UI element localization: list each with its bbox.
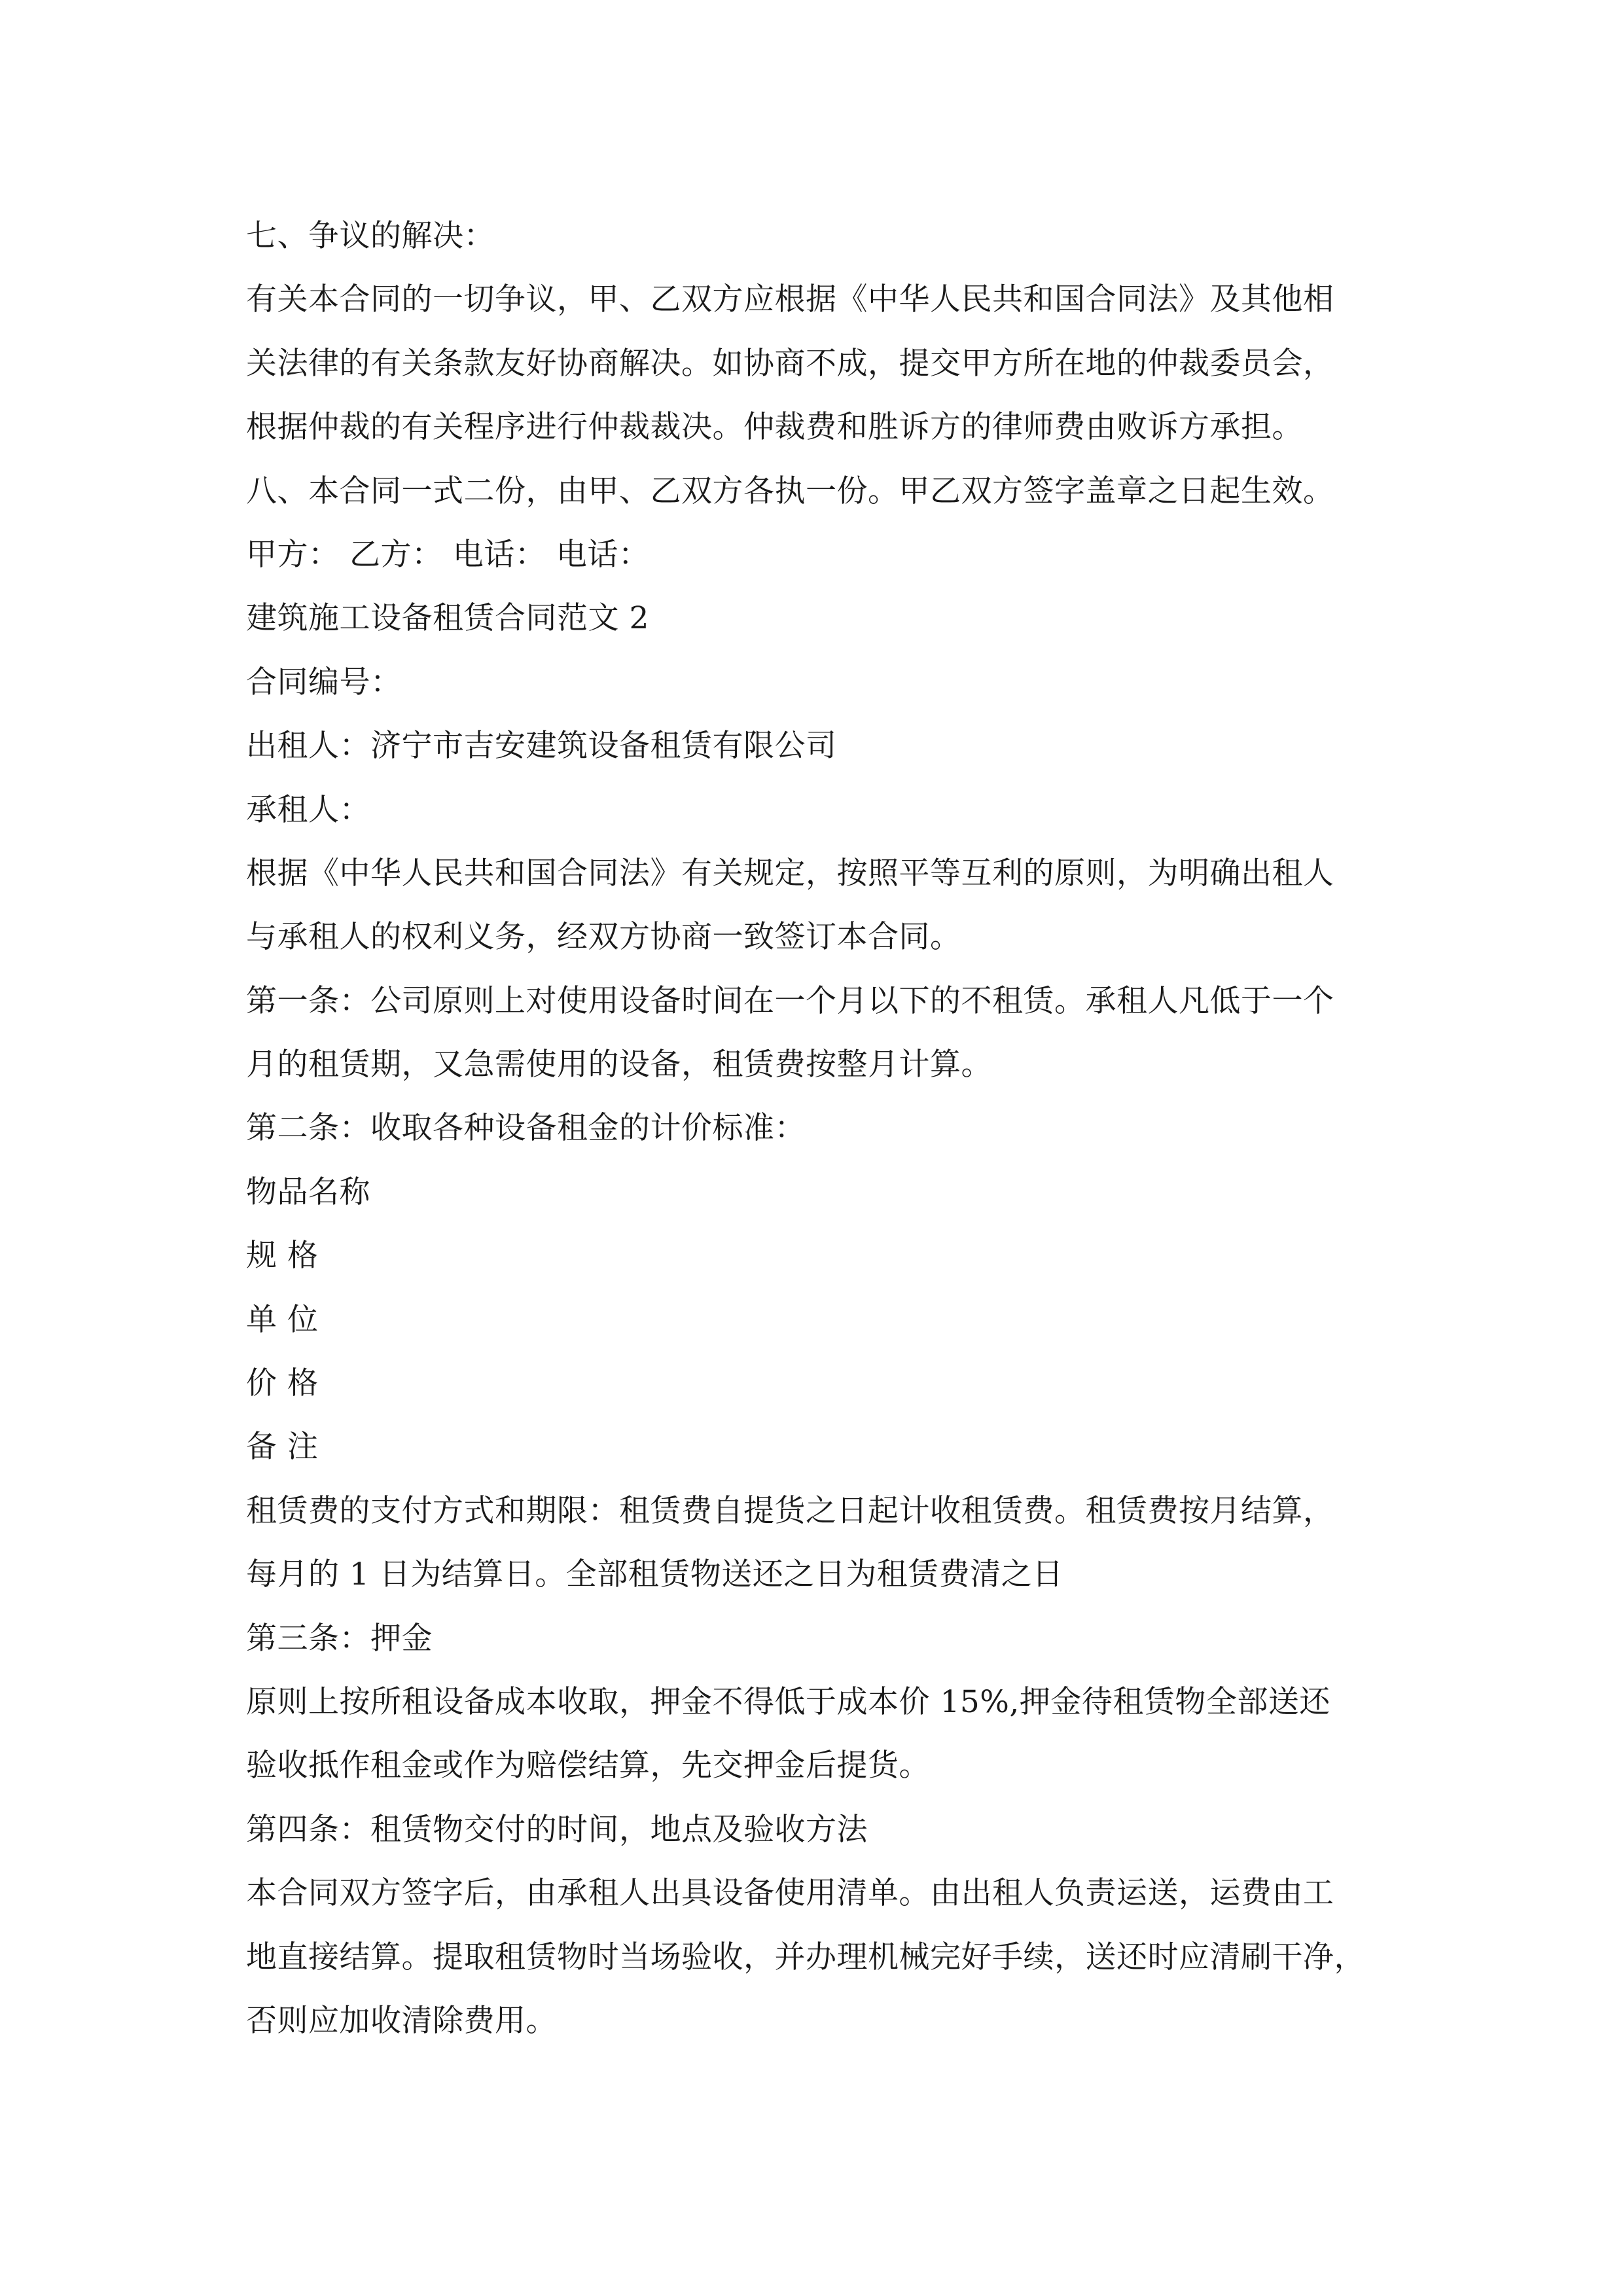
paragraph-line: 与承租人的权利义务，经双方协商一致签订本合同。 [246,919,961,956]
table-header-remarks: 备 注 [246,1429,319,1465]
section-heading-dispute: 七、争议的解决： [246,218,495,254]
paragraph-line: 原则上按所租设备成本收取，押金不得低于成本价 15%,押金待租赁物全部送还 [246,1683,1330,1720]
paragraph-line: 地直接结算。提取租赁物时当场验收，并办理机械完好手续，送还时应清刷干净， [246,1939,1365,1975]
article-three: 第三条：押金 [246,1620,433,1657]
paragraph-line: 验收抵作租金或作为赔偿结算，先交押金后提货。 [246,1748,930,1784]
paragraph-line: 根据仲裁的有关程序进行仲裁裁决。仲裁费和胜诉方的律师费由败诉方承担。 [246,409,1303,446]
table-header-price: 价 格 [246,1365,319,1402]
section-heading-copies: 八、本合同一式二份，由甲、乙双方各执一份。甲乙双方签字盖章之日起生效。 [246,473,1334,509]
signature-line: 甲方： 乙方： 电话： 电话： [246,536,650,573]
article-four: 第四条：租赁物交付的时间，地点及验收方法 [246,1811,868,1848]
paragraph-line: 本合同双方签字后，由承租人出具设备使用清单。由出租人负责运送，运费由工 [246,1875,1334,1912]
paragraph-line: 租赁费的支付方式和期限：租赁费自提货之日起计收租赁费。租赁费按月结算， [246,1492,1334,1529]
paragraph-line: 有关本合同的一切争议，甲、乙双方应根据《中华人民共和国合同法》及其他相 [246,281,1334,318]
paragraph-line: 每月的 1 日为结算日。全部租赁物送还之日为租赁费清之日 [246,1556,1063,1593]
paragraph-line: 根据《中华人民共和国合同法》有关规定，按照平等互利的原则，为明确出租人 [246,855,1334,891]
contract-number: 合同编号： [246,664,402,700]
table-header-spec: 规 格 [246,1238,319,1274]
contract-title: 建筑施工设备租赁合同范文 2 [246,600,649,637]
article-two: 第二条：收取各种设备租金的计价标准： [246,1110,806,1147]
table-header-unit: 单 位 [246,1301,319,1338]
paragraph-line: 否则应加收清除费用。 [246,2002,557,2039]
paragraph-line: 月的租赁期，又急需使用的设备，租赁费按整月计算。 [246,1047,992,1083]
document-body [246,204,1444,2053]
lessor: 出租人：济宁市吉安建筑设备租赁有限公司 [246,728,837,764]
table-header-item-name: 物品名称 [246,1174,370,1210]
lessee: 承租人： [246,791,370,828]
article-one: 第一条：公司原则上对使用设备时间在一个月以下的不租赁。承租人凡低于一个 [246,982,1334,1019]
paragraph-line: 关法律的有关条款友好协商解决。如协商不成，提交甲方所在地的仲裁委员会， [246,345,1334,382]
